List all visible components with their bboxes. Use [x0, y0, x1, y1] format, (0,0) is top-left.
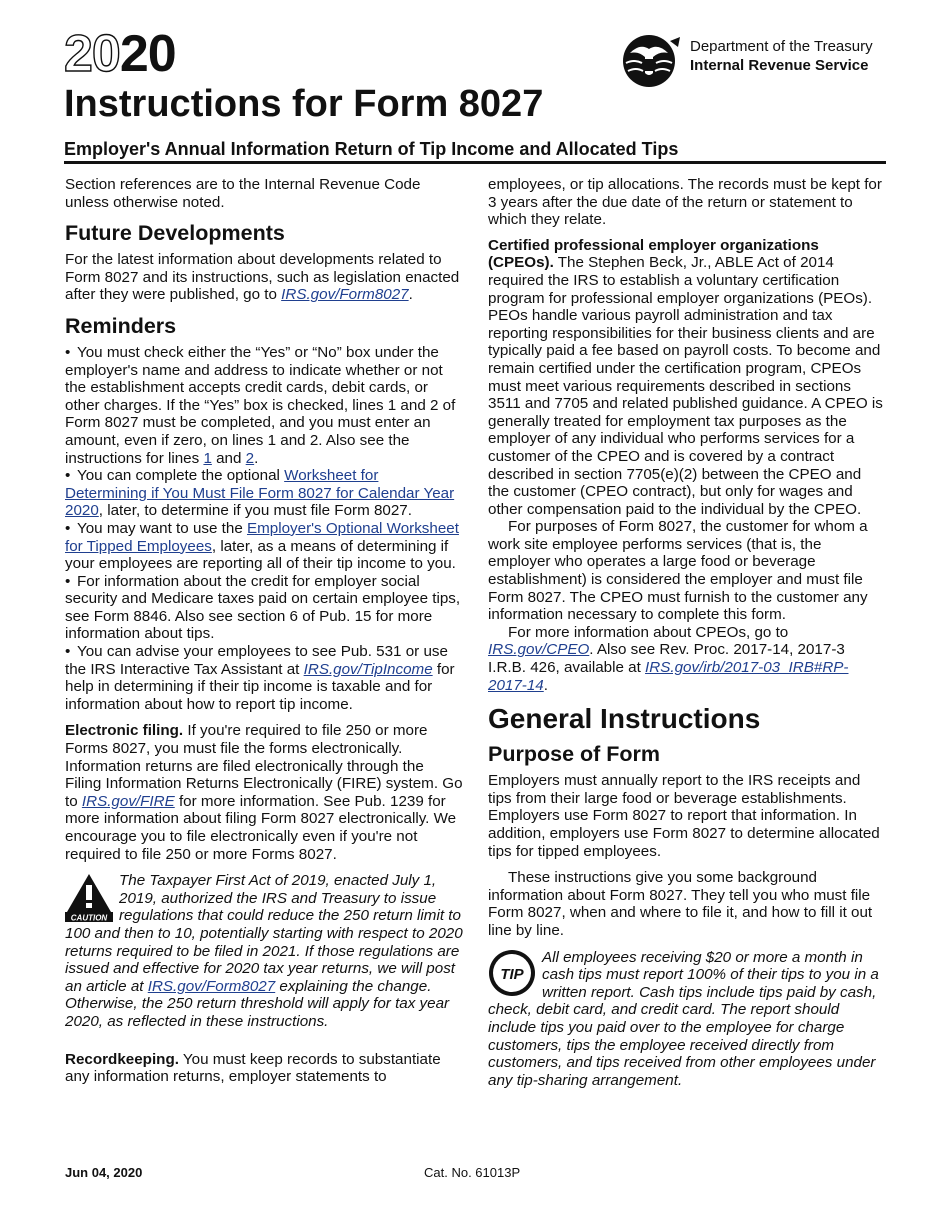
irs-eagle-logo-icon [622, 33, 684, 89]
year-outline: 20 [64, 25, 120, 83]
line-1-link[interactable]: 1 [203, 449, 212, 467]
footer-date: Jun 04, 2020 [65, 1165, 143, 1180]
tax-year [64, 26, 176, 82]
caution-label: CAUTION [70, 913, 108, 923]
purpose-paragraph-1: Employers must annually report to the IRS receipts and tips from their large food or beverage establishments. Employers use Form 8027 to report that information. In addition, employers use Form 8027 to determine allocated tips for tipped employees. [488, 772, 880, 860]
recordkeeping-continued: employees, or tip allocations. The records must be kept for 3 years after the due date of the return or statement to which they relate. [488, 176, 882, 229]
left-column [65, 176, 463, 1095]
bullet-icon: • [65, 643, 71, 661]
cpeo-paragraph-2: For purposes of Form 8027, the customer for whom a work site employee performs services (that is, the employer who operates a large food or beverage establishment) is considered the employer and must file Form 8027. The CPEO must furnish to the customer any information necessary to complete this form. [488, 518, 868, 624]
form8027-link[interactable]: IRS.gov/Form8027 [281, 286, 409, 304]
recordkeeping-lead: Recordkeeping. [65, 1050, 179, 1068]
general-instructions-heading: General Instructions [488, 703, 761, 735]
year-bold: 20 [119, 25, 176, 83]
footer-catalog-number: Cat. No. 61013P [424, 1165, 521, 1180]
form8027-caution-link[interactable]: IRS.gov/Form8027 [147, 977, 276, 995]
reminder-bullet-5: • You can advise your employees to see Pub. 531 or use the IRS Interactive Tax Assistant at IRS.gov/TipIncome for help in determining if their tip income is taxable and for information about how to report tip income. [65, 643, 455, 713]
intro-text: Section references are to the Internal Revenue Code unless otherwise noted. [65, 176, 421, 211]
reminder-bullet-3: • You may want to use the Employer's Optional Worksheet for Tipped Employees, later, as a means of determining if your employees are reporting all of their tip income to you. [65, 519, 459, 573]
future-developments-text: For the latest information about developments related to Form 8027 and its instructions, such as legislation enacted after they were published, go to IRS.gov/Form8027. [65, 251, 460, 304]
cpeo-lead: Certified professional employer organizations (CPEOs). [488, 236, 819, 272]
tip-icon [488, 949, 536, 999]
caution-icon [65, 872, 113, 922]
caution-note: CAUTION The Taxpayer First Act of 2019, enacted July 1, 2019, authorized the IRS and Treasury to issue regulations that could reduce the 250 return limit to 100 and then to 10, potentially starting with respect to 2020 returns required to be filed in 2021. If those regulations are issued and effective for 2020 tax year returns, we will post an article at IRS.gov/Form8027 explaining the change. Otherwise, the 250 return threshold will apply for tax year 2020, as reflected in these instructions. [65, 872, 463, 1030]
tip-label: TIP [500, 965, 524, 983]
tipped-employees-worksheet-link[interactable]: Employer's Optional Worksheet for Tipped Employees [65, 519, 459, 555]
bullet-icon: • [65, 467, 71, 485]
cpeo-paragraph-3: For more information about CPEOs, go to IRS.gov/CPEO. Also see Rev. Proc. 2017-14, 2017-3 I.R.B. 426, available at IRS.gov/irb/2017-03_IRB#RP-2017-14. [488, 623, 849, 694]
bullet-icon: • [65, 519, 71, 537]
purpose-of-form-heading: Purpose of Form [488, 742, 661, 767]
page-title: Instructions for Form 8027 [64, 83, 544, 125]
bullet-icon: • [65, 572, 71, 590]
electronic-filing-text: Electronic filing. If you're required to file 250 or more Forms 8027, you must file the forms electronically. Information returns are filed electronically through the Filing Information Returns Electronically (FIRE) system. Go to IRS.gov/FIRE for more information. See Pub. 1239 for more information about filing Form 8027 electronically. We encourage you to file electronically even if you're not required to file 250 or more Forms 8027. [65, 722, 463, 863]
tipincome-link[interactable]: IRS.gov/TipIncome [303, 660, 433, 678]
cpeo-text: Certified professional employer organizations (CPEOs). The Stephen Beck, Jr., ABLE Act of 2014 required the IRS to establish a voluntary certification program for professional employer organizations (PEOs). PEOs handle various payroll administration and tax reporting responsibilities for their business clients and are typically paid a fee based on payroll costs. To become and remain certified under the certification program, CPEOs must meet various requirements described in sections 3511 and 7705 and related published guidance. A CPEO is generally treated for employment tax purposes as the employer of any individual who performs services for a customer of the CPEO and is covered by a contract described in section 7705(e)(2) between the CPEO and the customer (CPEO contract), but only for wages and other compensation paid to the individual by the CPEO. [488, 236, 883, 518]
reminders-heading: Reminders [65, 313, 177, 338]
electronic-filing-lead: Electronic filing. [65, 722, 184, 740]
cpeo-link[interactable]: IRS.gov/CPEO [488, 641, 590, 659]
tip-note: TIP All employees receiving $20 or more a month in cash tips must report 100% of their tips to you in a written report. Cash tips include tips paid by cash, check, debit card, and credit card. The report should include tips you paid over to the employee for charge customers, tips the employee received directly from customers, and tips received from other employees under any tip-sharing arrangement. [488, 948, 879, 1089]
reminder-bullet-2: • You can complete the optional Worksheet for Determining if You Must File Form 8027 for Calendar Year 2020, later, to determine if you must file Form 8027. [65, 467, 455, 520]
fire-link[interactable]: IRS.gov/FIRE [81, 792, 175, 810]
worksheet-link[interactable]: Worksheet for Determining if You Must File Form 8027 for Calendar Year 2020 [65, 467, 455, 520]
bullet-icon: • [65, 343, 71, 361]
department-name: Department of the Treasury [690, 38, 873, 55]
right-column [488, 176, 886, 1098]
future-developments-heading: Future Developments [65, 221, 285, 246]
reminder-bullet-4: • For information about the credit for employer social security and Medicare taxes paid on certain employee tips, see Form 8846. Also see section 6 of Pub. 15 for more information about tips. [65, 572, 461, 643]
agency-name: Internal Revenue Service [690, 57, 869, 74]
irb-link[interactable]: IRS.gov/irb/2017-03_IRB#RP-2017-14 [488, 659, 849, 694]
form-subtitle: Employer's Annual Information Return of Tip Income and Allocated Tips [64, 138, 886, 164]
line-2-link[interactable]: 2 [245, 449, 255, 467]
recordkeeping-text: Recordkeeping. You must keep records to substantiate any information returns, employer statements to [65, 1050, 441, 1086]
purpose-paragraph-2: These instructions give you some background information about Form 8027. They tell you who must file Form 8027, when and where to file it, and how to fill it out line by line. [488, 869, 873, 939]
reminder-bullet-1: • You must check either the “Yes” or “No” box under the employer's name and address to indicate whether or not the establishment accepts credit cards, debit cards, or other charges. If the “Yes” box is checked, lines 1 and 2 of Form 8027 must be completed, and you must enter an amount, even if zero, on lines 1 and 2. Also see the instructions for lines 1 and 2. [65, 343, 456, 467]
